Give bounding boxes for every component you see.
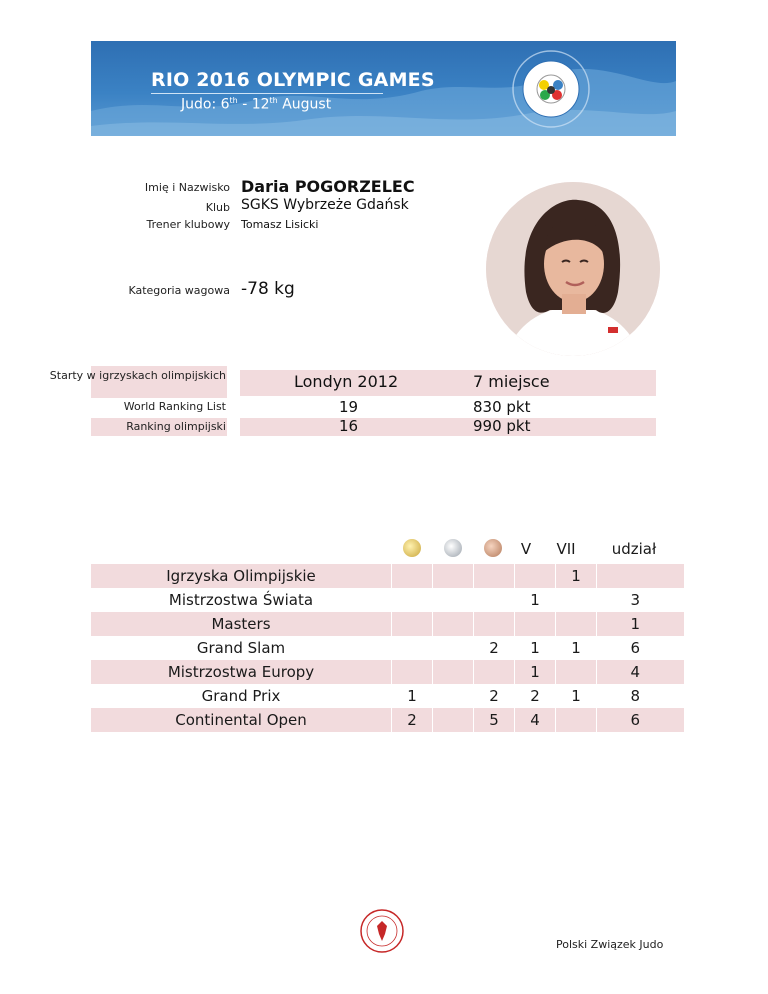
vii-cell xyxy=(555,660,596,684)
olympic-ranking-rank: 16 xyxy=(339,417,359,435)
event-name: Mistrzostwa Europy xyxy=(167,663,315,681)
silver-cell xyxy=(432,660,473,684)
silver-cell xyxy=(432,708,473,732)
ijf-logo-icon xyxy=(511,49,591,129)
header-v: V xyxy=(520,540,532,558)
vii-cell: 1 xyxy=(555,636,596,660)
athlete-club: SGKS Wybrzeże Gdańsk xyxy=(241,197,409,213)
vii-cell: 1 xyxy=(555,684,596,708)
vii-cell xyxy=(555,612,596,636)
olympic-starts-label: Starty w igrzyskach olimpijskich xyxy=(49,369,226,382)
olympic-ranking-label: Ranking olimpijski xyxy=(126,420,226,433)
participation-cell: 6 xyxy=(596,708,684,732)
bronze-medal-icon xyxy=(484,539,502,557)
vii-cell xyxy=(555,588,596,612)
athlete-weight: -78 kg xyxy=(241,279,295,299)
name-label: Imię i Nazwisko xyxy=(144,181,230,194)
bronze-cell xyxy=(473,660,514,684)
silver-cell xyxy=(432,612,473,636)
participation-cell xyxy=(596,564,684,588)
silver-cell xyxy=(432,684,473,708)
v-cell: 2 xyxy=(514,684,555,708)
header-participation: udział xyxy=(611,540,657,558)
olympic-starts-result: 7 miejsce xyxy=(473,372,550,391)
participation-cell: 3 xyxy=(596,588,684,612)
table-row xyxy=(91,588,684,612)
silver-cell xyxy=(432,636,473,660)
event-name: Continental Open xyxy=(175,711,307,729)
event-name: Masters xyxy=(211,615,271,633)
pzj-logo-icon xyxy=(359,908,405,954)
participation-cell: 6 xyxy=(596,636,684,660)
wrl-label: World Ranking List xyxy=(123,400,226,413)
header-vii: VII xyxy=(556,540,576,558)
bronze-cell xyxy=(473,564,514,588)
gold-cell: 1 xyxy=(391,684,432,708)
banner-subtitle: Judo: 6th - 12th August xyxy=(181,96,332,113)
club-label: Klub xyxy=(205,201,230,214)
silver-medal-icon xyxy=(444,539,462,557)
participation-cell: 1 xyxy=(596,612,684,636)
bronze-cell xyxy=(473,588,514,612)
weight-label: Kategoria wagowa xyxy=(128,284,230,297)
participation-cell: 8 xyxy=(596,684,684,708)
table-row xyxy=(91,708,684,732)
v-cell: 1 xyxy=(514,636,555,660)
v-cell: 1 xyxy=(514,588,555,612)
table-row xyxy=(91,636,684,660)
wrl-points: 830 pkt xyxy=(473,398,531,416)
gold-medal-icon xyxy=(403,539,421,557)
v-cell: 1 xyxy=(514,660,555,684)
event-name: Grand Prix xyxy=(201,687,281,705)
v-cell: 4 xyxy=(514,708,555,732)
banner-title: RIO 2016 OLYMPIC GAMES xyxy=(151,69,435,91)
table-row xyxy=(91,564,684,588)
v-cell xyxy=(514,612,555,636)
bronze-cell: 5 xyxy=(473,708,514,732)
participation-cell: 4 xyxy=(596,660,684,684)
event-name: Grand Slam xyxy=(196,639,286,657)
header-banner xyxy=(91,41,676,136)
gold-cell: 2 xyxy=(391,708,432,732)
table-row xyxy=(91,660,684,684)
v-cell xyxy=(514,564,555,588)
table-row xyxy=(91,612,684,636)
vii-cell xyxy=(555,708,596,732)
table-row xyxy=(91,684,684,708)
event-name: Igrzyska Olimpijskie xyxy=(166,567,316,585)
olympic-ranking-points: 990 pkt xyxy=(473,417,531,435)
footer-organization: Polski Związek Judo xyxy=(556,938,664,951)
gold-cell xyxy=(391,636,432,660)
athlete-photo xyxy=(486,182,660,356)
athlete-coach: Tomasz Lisicki xyxy=(241,218,319,231)
gold-cell xyxy=(391,564,432,588)
bronze-cell: 2 xyxy=(473,636,514,660)
coach-label: Trener klubowy xyxy=(146,218,230,231)
silver-cell xyxy=(432,564,473,588)
gold-cell xyxy=(391,612,432,636)
gold-cell xyxy=(391,660,432,684)
banner-divider xyxy=(151,93,383,94)
vii-cell: 1 xyxy=(555,564,596,588)
wrl-rank: 19 xyxy=(339,398,359,416)
event-name: Mistrzostwa Świata xyxy=(168,591,314,609)
athlete-name: Daria POGORZELEC xyxy=(241,177,415,196)
gold-cell xyxy=(391,588,432,612)
bronze-cell: 2 xyxy=(473,684,514,708)
bronze-cell xyxy=(473,612,514,636)
olympic-starts-event: Londyn 2012 xyxy=(294,372,399,391)
silver-cell xyxy=(432,588,473,612)
